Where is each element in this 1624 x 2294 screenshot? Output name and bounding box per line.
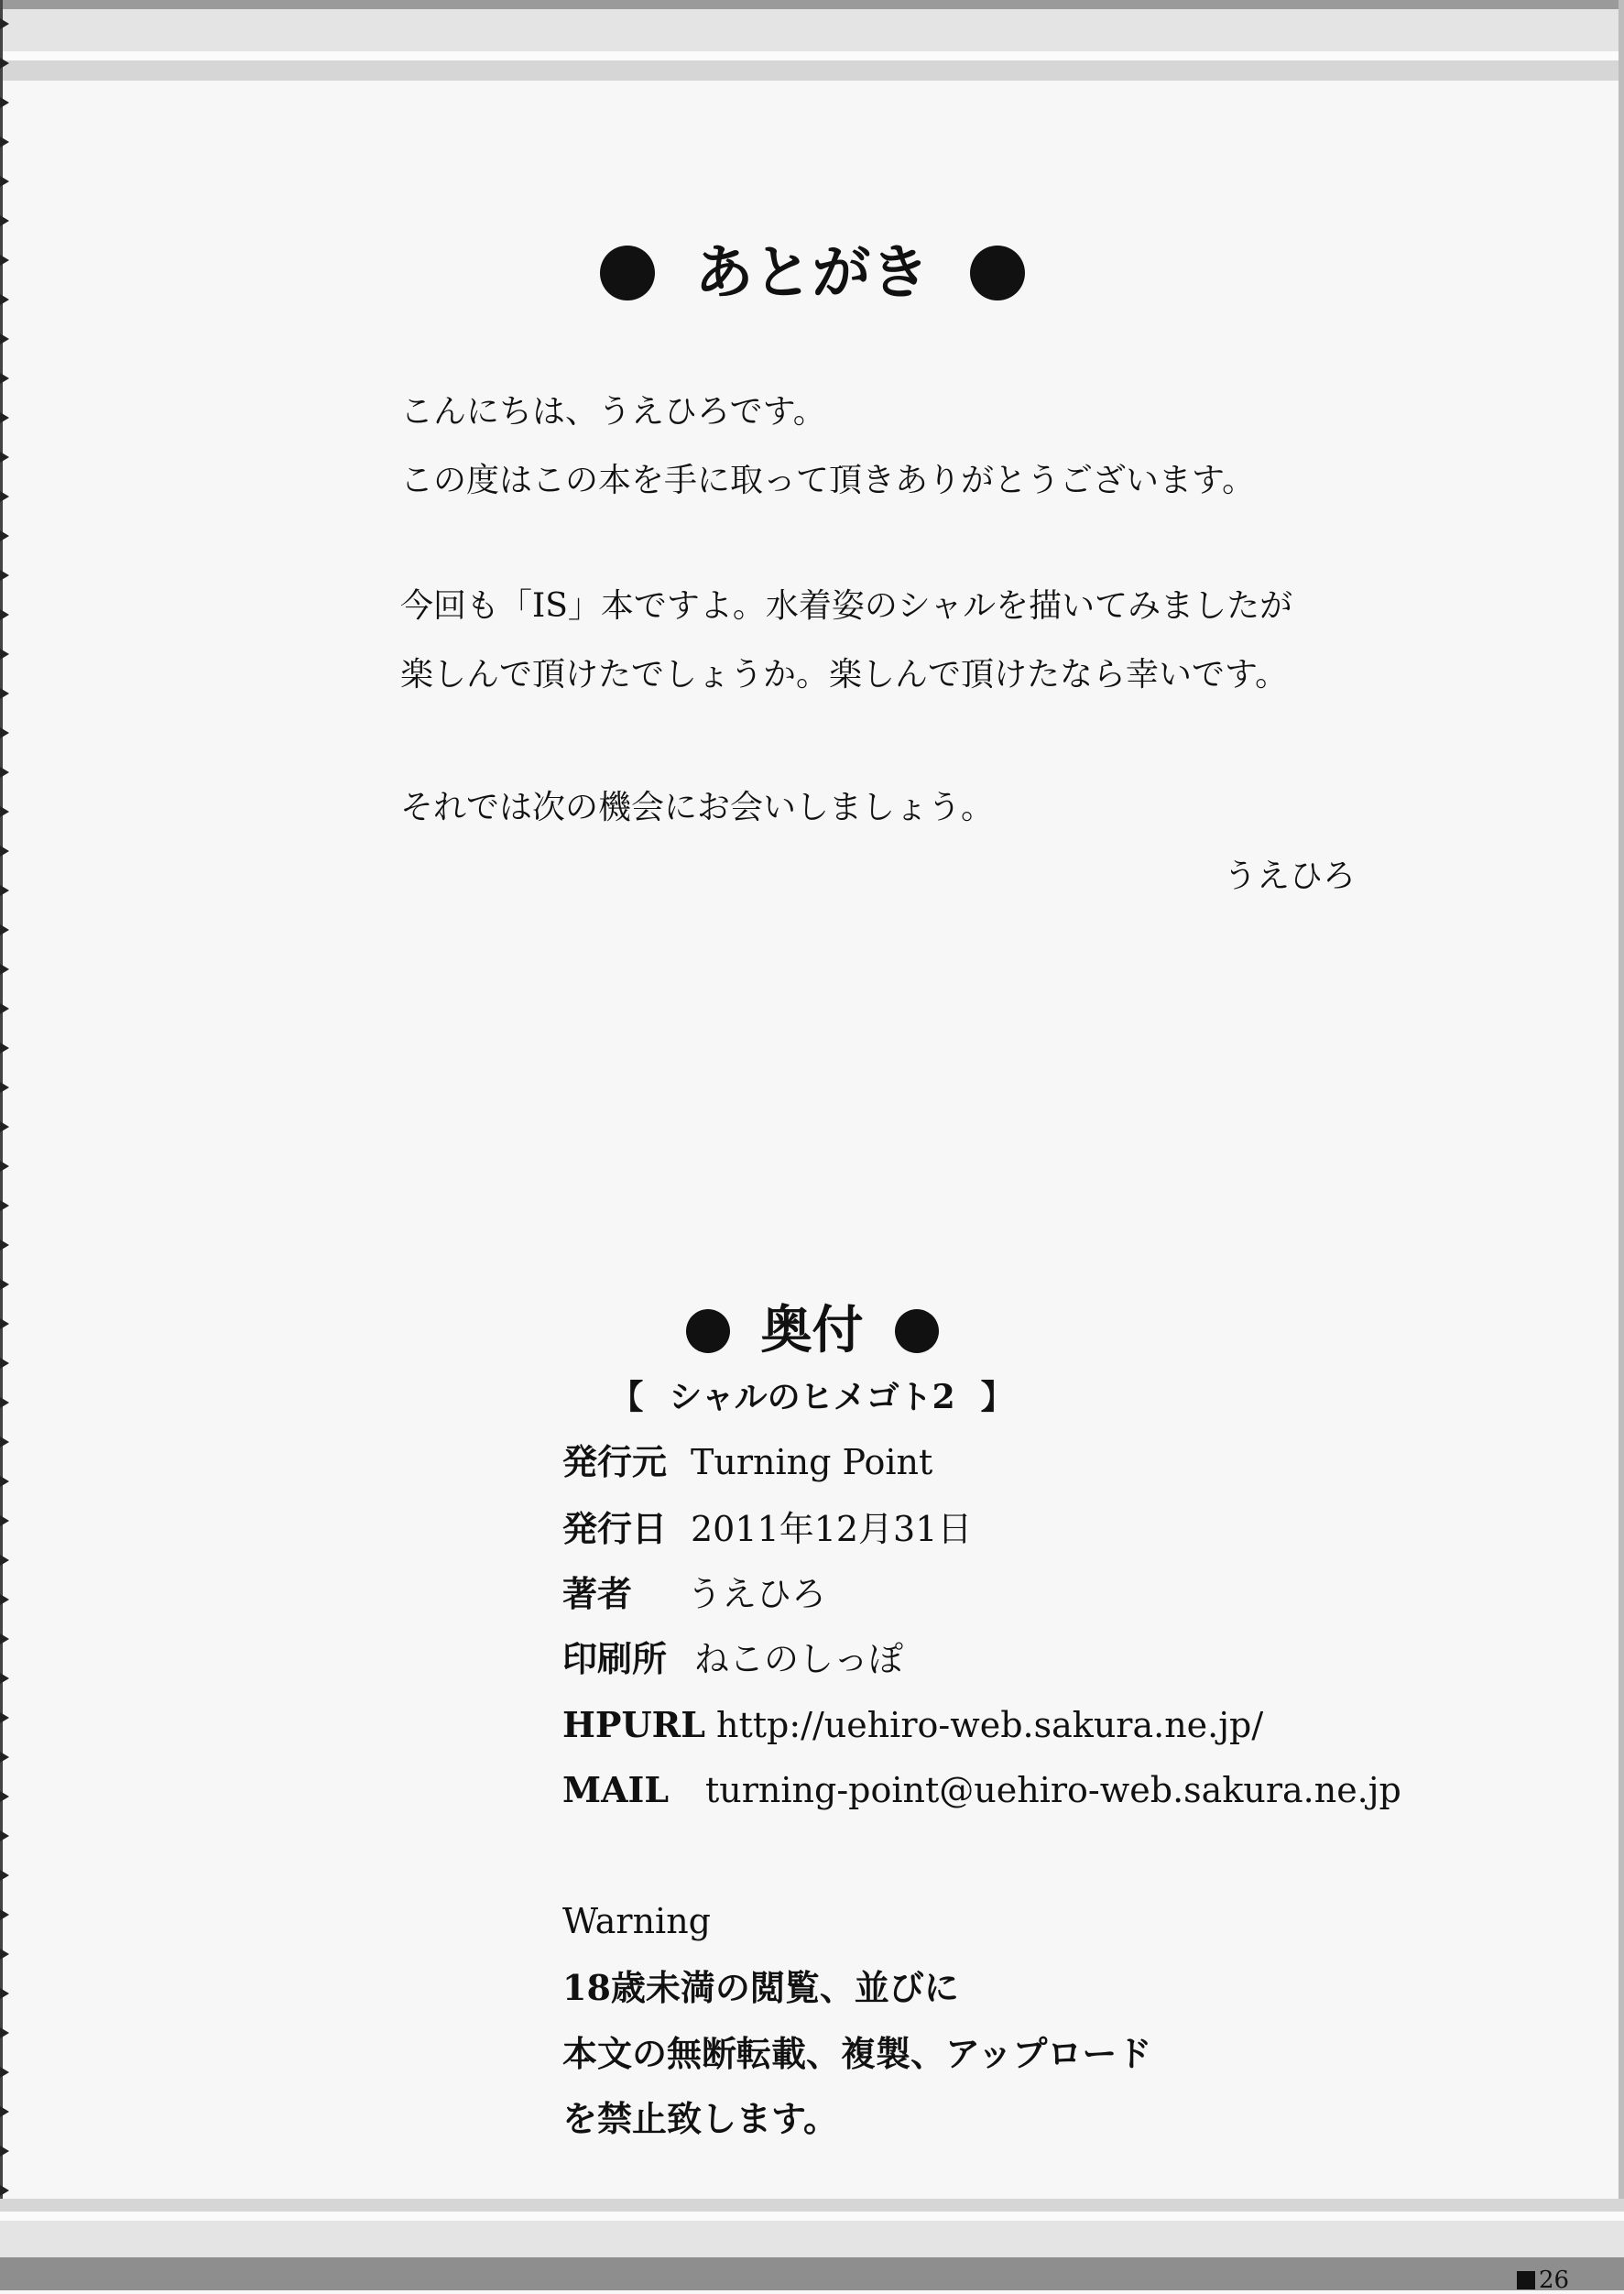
binding-tick: [0, 1712, 9, 1723]
colophon-row-hpurl: [562, 1703, 1263, 1747]
row-label: 発行日: [562, 1508, 668, 1549]
binding-tick: [0, 491, 9, 502]
binding-tick: [0, 1752, 9, 1763]
warning-title: Warning: [562, 1901, 712, 1941]
bracket-open: 【: [610, 1378, 644, 1416]
row-label: MAIL: [562, 1769, 670, 1810]
colophon-row-printer: [562, 1637, 903, 1681]
binding-tick: [0, 1043, 9, 1054]
binding-tick: [0, 1200, 9, 1211]
warning-line: を禁止致します。: [562, 2098, 838, 2139]
binding-tick: [0, 97, 9, 108]
row-value: Turning Point: [691, 1442, 933, 1482]
warning-line: 18歳未満の閲覧、並びに: [562, 1967, 959, 2008]
bracket-close: 】: [980, 1378, 1014, 1416]
binding-tick: [0, 1240, 9, 1251]
binding-tick: [0, 215, 9, 226]
afterword-line: この度はこの本を手に取って頂きありがとうございます。: [400, 462, 1256, 499]
binding-tick: [0, 767, 9, 778]
binding-tick: [0, 727, 9, 738]
binding-tick: [0, 1161, 9, 1172]
colophon-heading: [0, 1292, 1624, 1368]
binding-tick: [0, 1436, 9, 1447]
page-marker-icon: [1517, 2271, 1535, 2289]
row-label: 著者: [562, 1573, 633, 1614]
afterword-line: こんにちは、うえひろです。: [400, 393, 826, 431]
bottom-border-rule: [0, 2199, 1624, 2212]
row-value: ねこのしっぽ: [694, 1639, 904, 1679]
binding-tick: [0, 1633, 9, 1644]
afterword-line: 楽しんで頂けたでしょうか。楽しんで頂けたなら幸いです。: [400, 656, 1289, 694]
binding-tick: [0, 1949, 9, 1960]
top-border-gap: [0, 51, 1624, 60]
binding-tick: [0, 2067, 9, 2078]
binding-tick: [0, 176, 9, 187]
binding-tick: [0, 412, 9, 423]
bottom-scan-edge: [0, 2257, 1624, 2290]
binding-tick: [0, 452, 9, 463]
binding-tick: [0, 688, 9, 699]
binding-tick: [0, 333, 9, 344]
afterword-line: 今回も「IS」本ですよ。水着姿のシャルを描いてみましたが: [400, 587, 1293, 625]
book-title: [0, 1376, 1624, 1418]
binding-tick: [0, 2146, 9, 2157]
afterword-signature: うえひろ: [1224, 858, 1357, 895]
book-title-text: シャルのヒメゴト2: [669, 1378, 955, 1416]
colophon-row-author: [562, 1572, 826, 1616]
binding-tick: [0, 1830, 9, 1841]
binding-tick: [0, 2027, 9, 2038]
warning-line: 本文の無断転載、複製、アップロード: [562, 2033, 1152, 2074]
row-label: HPURL: [562, 1704, 705, 1745]
bullet-dot-icon: [970, 246, 1025, 300]
binding-tick: [0, 1988, 9, 1999]
binding-tick: [0, 649, 9, 660]
binding-tick: [0, 2106, 9, 2117]
binding-tick: [0, 1279, 9, 1290]
binding-ticks: [0, 0, 11, 2290]
binding-tick: [0, 1870, 9, 1881]
row-label: 発行元: [562, 1441, 668, 1482]
binding-tick: [0, 1003, 9, 1014]
colophon-title: 奥付: [760, 1300, 864, 1360]
binding-tick: [0, 18, 9, 29]
binding-tick: [0, 964, 9, 975]
row-label: 印刷所: [562, 1638, 668, 1679]
afterword-title: あとがき: [694, 239, 930, 308]
top-scan-edge: [0, 0, 1624, 9]
row-value: うえひろ: [687, 1574, 827, 1614]
bullet-dot-icon: [600, 246, 655, 300]
bottom-border-band: [0, 2221, 1624, 2257]
binding-tick: [0, 1594, 9, 1605]
binding-tick: [0, 1555, 9, 1566]
top-border-band: [0, 9, 1624, 51]
page-number-text: 26: [1539, 2267, 1570, 2294]
binding-tick: [0, 924, 9, 935]
top-border-rule: [0, 60, 1624, 81]
binding-tick: [0, 530, 9, 541]
row-value: turning-point@uehiro-web.sakura.ne.jp: [705, 1770, 1401, 1810]
binding-tick: [0, 373, 9, 384]
colophon-row-publisher: [562, 1440, 932, 1484]
afterword-line: それでは次の機会にお会いしましょう。: [400, 789, 995, 826]
right-scan-edge: [1619, 0, 1624, 2290]
binding-tick: [0, 137, 9, 147]
binding-tick: [0, 806, 9, 817]
colophon-row-mail: [562, 1768, 1401, 1812]
binding-tick: [0, 1082, 9, 1093]
binding-tick: [0, 1791, 9, 1802]
binding-tick: [0, 1909, 9, 1920]
binding-tick: [0, 58, 9, 69]
bullet-dot-icon: [686, 1309, 730, 1353]
binding-tick: [0, 846, 9, 857]
binding-tick: [0, 1476, 9, 1487]
bullet-dot-icon: [895, 1309, 939, 1353]
binding-tick: [0, 609, 9, 620]
row-value: 2011年12月31日: [691, 1509, 973, 1549]
binding-tick: [0, 570, 9, 581]
binding-tick: [0, 885, 9, 896]
row-value: http://uehiro-web.sakura.ne.jp/: [716, 1705, 1264, 1745]
colophon-row-date: [562, 1507, 972, 1551]
bottom-border-gap: [0, 2212, 1624, 2221]
afterword-heading: [0, 229, 1624, 314]
binding-tick: [0, 1673, 9, 1684]
binding-tick: [0, 1515, 9, 1526]
binding-tick: [0, 2185, 9, 2196]
binding-tick: [0, 1121, 9, 1132]
